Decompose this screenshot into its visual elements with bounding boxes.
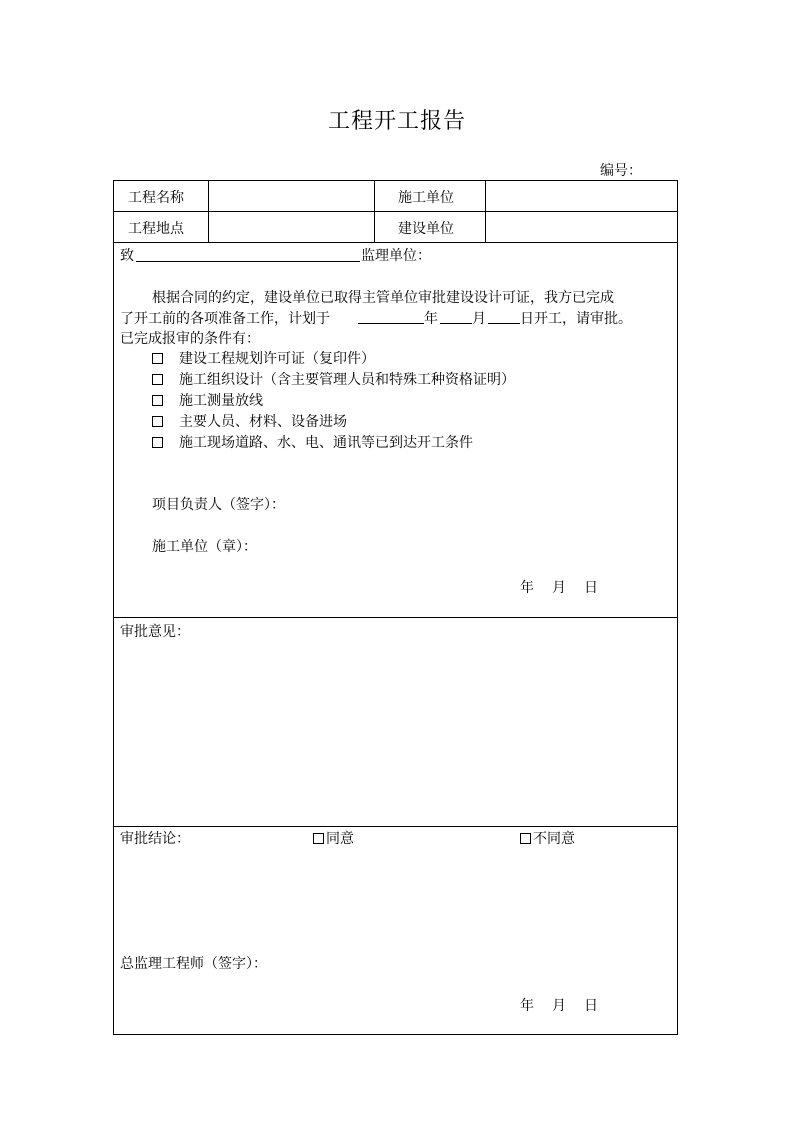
condition-text: 主要人员、材料、设备进场 xyxy=(179,414,347,430)
col-divider-2 xyxy=(374,180,375,242)
agree-checkbox[interactable] xyxy=(313,833,324,844)
project-name-label: 工程名称 xyxy=(128,190,184,206)
table-border-bottom xyxy=(113,1034,678,1035)
table-border-right xyxy=(677,180,678,1035)
construction-unit-field[interactable] xyxy=(489,184,673,208)
project-location-label: 工程地点 xyxy=(128,221,184,237)
project-manager-signature-label: 项目负责人（签字）： xyxy=(152,497,285,513)
conclusion-label: 审批结论： xyxy=(120,831,190,847)
condition-item[interactable] xyxy=(152,411,347,431)
condition-item[interactable] xyxy=(152,369,515,389)
start-year-blank[interactable] xyxy=(358,323,424,324)
condition-text: 施工组织设计（含主要管理人员和特殊工种资格证明） xyxy=(179,372,515,388)
conclusion-date-year: 年 xyxy=(520,998,534,1014)
condition-text: 施工测量放线 xyxy=(179,393,263,409)
chief-engineer-signature-label: 总监理工程师（签字）： xyxy=(120,956,267,972)
start-day-blank[interactable] xyxy=(488,323,520,324)
paragraph-line-2-prefix: 了开工前的各项准备工作，计划于 xyxy=(120,311,330,327)
checkbox[interactable] xyxy=(152,374,163,385)
owner-unit-label: 建设单位 xyxy=(398,221,454,237)
disagree-option[interactable] xyxy=(520,828,575,848)
condition-text: 施工现场道路、水、电、通讯等已到达开工条件 xyxy=(179,435,473,451)
application-date-year: 年 xyxy=(520,580,534,596)
conclusion-date-day: 日 xyxy=(584,998,598,1014)
conditions-label: 已完成报审的条件有： xyxy=(120,331,260,347)
checkbox[interactable] xyxy=(152,437,163,448)
year-label: 年 xyxy=(424,311,438,327)
application-date-month: 月 xyxy=(552,580,566,596)
construction-unit-label: 施工单位 xyxy=(398,190,454,206)
review-opinion-label: 审批意见： xyxy=(120,624,190,640)
checkbox[interactable] xyxy=(152,395,163,406)
page-title: 工程开工报告 xyxy=(327,109,466,134)
supervision-unit-label: 监理单位： xyxy=(361,248,431,264)
checkbox[interactable] xyxy=(152,353,163,364)
construction-unit-seal-label: 施工单位（章）： xyxy=(152,539,257,555)
row-divider-2 xyxy=(113,242,678,243)
condition-item[interactable] xyxy=(152,432,473,452)
disagree-checkbox[interactable] xyxy=(520,833,531,844)
agree-label: 同意 xyxy=(326,831,354,847)
row-divider-1 xyxy=(113,211,678,212)
paragraph-line-1: 根据合同的约定，建设单位已取得主管单位审批建设设计可证，我方已完成 xyxy=(152,290,614,306)
condition-item[interactable] xyxy=(152,348,375,368)
disagree-label: 不同意 xyxy=(533,831,575,847)
project-location-field[interactable] xyxy=(212,215,370,239)
month-label: 月 xyxy=(472,311,486,327)
serial-number-label: 编号： xyxy=(600,163,642,179)
row-divider-4 xyxy=(113,826,678,827)
conclusion-date-month: 月 xyxy=(552,998,566,1014)
day-suffix: 日开工，请审批。 xyxy=(520,311,632,327)
col-divider-1 xyxy=(208,180,209,242)
table-border-top xyxy=(113,180,678,181)
application-date-day: 日 xyxy=(584,580,598,596)
checkbox[interactable] xyxy=(152,416,163,427)
agree-option[interactable] xyxy=(313,828,354,848)
start-month-blank[interactable] xyxy=(440,323,472,324)
to-label: 致 xyxy=(120,248,134,264)
col-divider-3 xyxy=(485,180,486,242)
project-name-field[interactable] xyxy=(212,184,370,208)
addressee-blank[interactable] xyxy=(136,261,360,262)
condition-item[interactable] xyxy=(152,390,263,410)
condition-text: 建设工程规划许可证（复印件） xyxy=(179,351,375,367)
row-divider-3 xyxy=(113,617,678,618)
table-border-left xyxy=(113,180,114,1035)
owner-unit-field[interactable] xyxy=(489,215,673,239)
